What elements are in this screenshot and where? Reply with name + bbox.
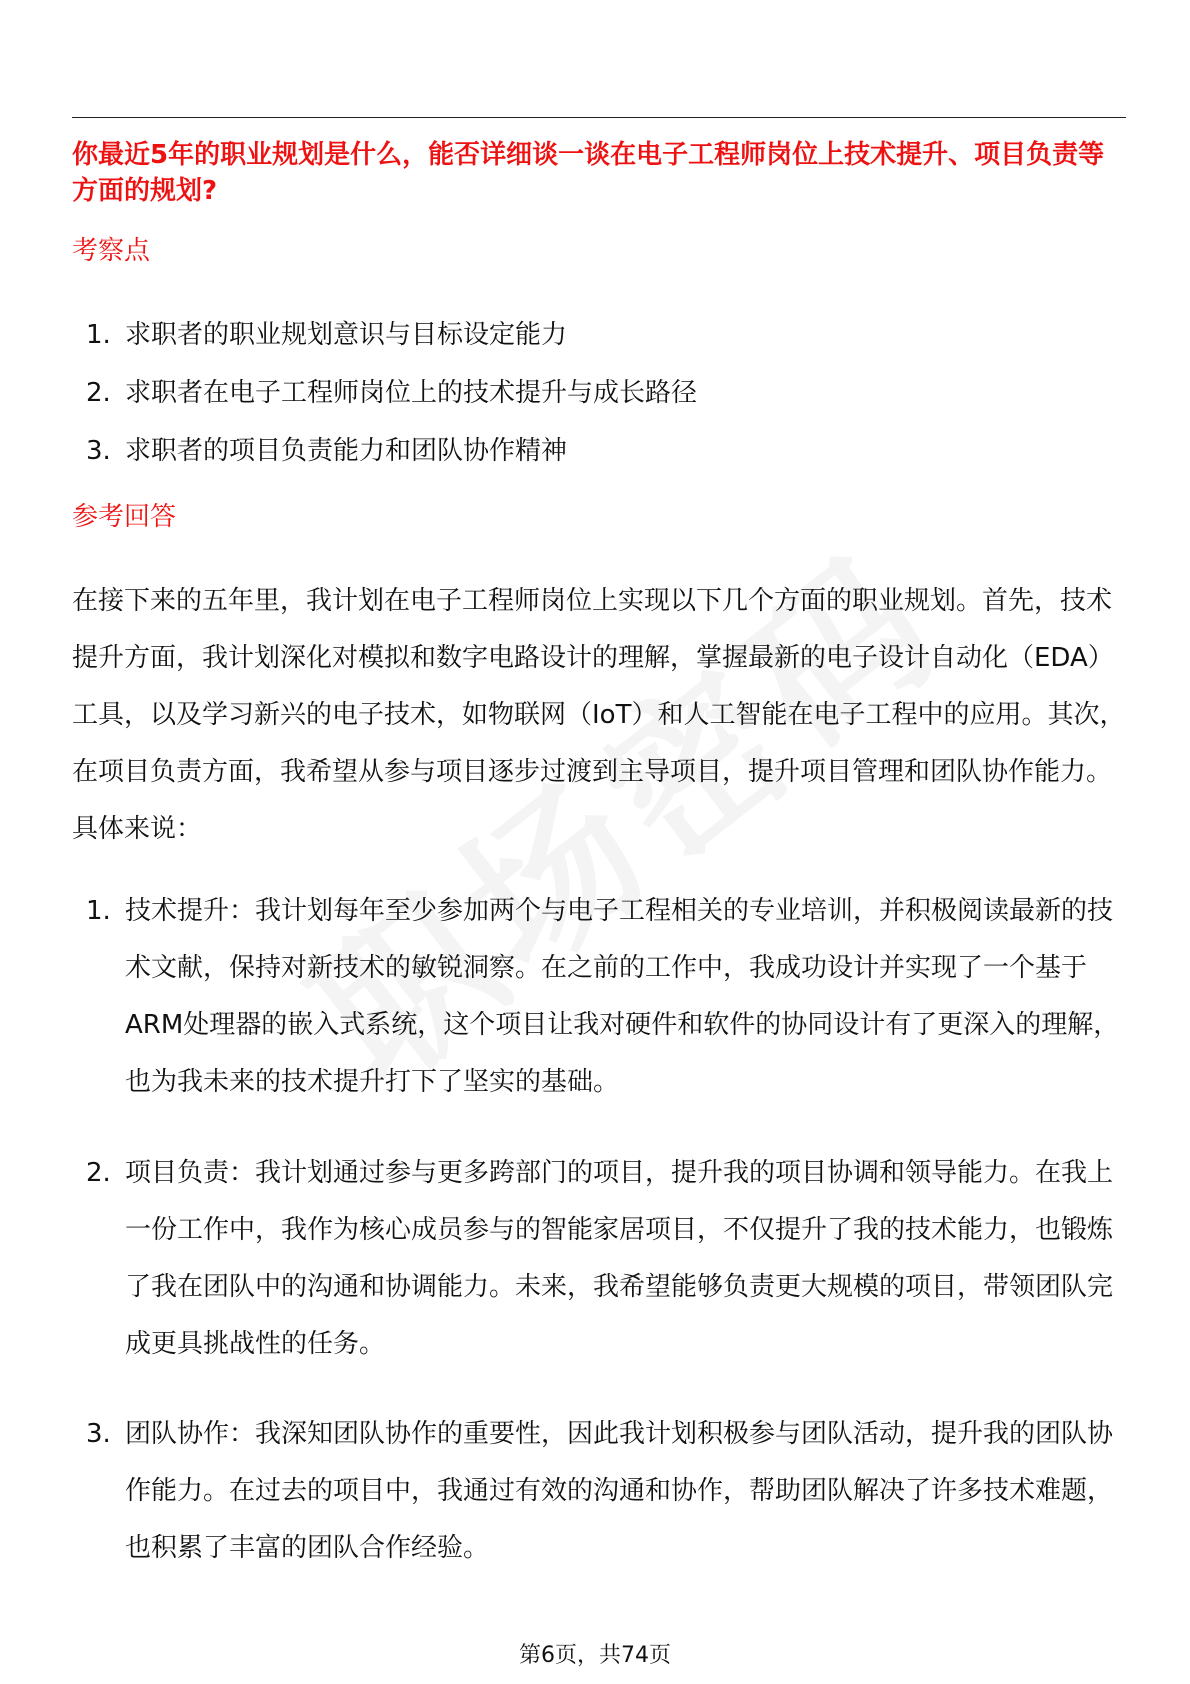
list-item <box>72 422 1126 480</box>
answer-detail-item <box>72 1145 1126 1373</box>
list-number: 2. <box>86 1158 111 1188</box>
list-number: 3. <box>86 1419 111 1449</box>
list-number: 2. <box>86 378 111 408</box>
list-item <box>72 364 1126 422</box>
answer-heading: 参考回答 <box>72 502 177 532</box>
assessment-heading: 考察点 <box>72 236 151 266</box>
list-number: 3. <box>86 436 111 466</box>
list-text: 求职者的项目负责能力和团队协作精神 <box>125 436 568 466</box>
list-text: 求职者在电子工程师岗位上的技术提升与成长路径 <box>125 378 698 408</box>
answer-detail-item <box>72 883 1126 1111</box>
list-number: 1. <box>86 896 111 926</box>
question-title: 你最近5年的职业规划是什么，能否详细谈一谈在电子工程师岗位上技术提升、项目负责等方面的规划? <box>72 140 1105 206</box>
list-number: 1. <box>86 320 111 350</box>
list-item <box>72 306 1126 364</box>
detail-text: 团队协作：我深知团队协作的重要性，因此我计划积极参与团队活动，提升我的团队协作能力。在过去的项目中，我通过有效的沟通和协作，帮助团队解决了许多技术难题，也积累了丰富的团队合作经验。 <box>125 1419 1114 1563</box>
answer-intro: 在接下来的五年里，我计划在电子工程师岗位上实现以下几个方面的职业规划。首先，技术提升方面，我计划深化对模拟和数字电路设计的理解，掌握最新的电子设计自动化（EDA）工具，以及学习新兴的电子技术，如物联网（IoT）和人工智能在电子工程中的应用。其次，在项目负责方面，我希望从参与项目逐步过渡到主导项目，提升项目管理和团队协作能力。具体来说： <box>72 586 1126 844</box>
detail-text: 项目负责：我计划通过参与更多跨部门的项目，提升我的项目协调和领导能力。在我上一份工作中，我作为核心成员参与的智能家居项目，不仅提升了我的技术能力，也锻炼了我在团队中的沟通和协调能力。未来，我希望能够负责更大规模的项目，带领团队完成更具挑战性的任务。 <box>125 1158 1114 1359</box>
page-number: 第6页，共74页 <box>519 1643 671 1668</box>
answer-detail-item <box>72 1406 1126 1577</box>
top-divider <box>72 117 1126 118</box>
detail-text: 技术提升：我计划每年至少参加两个与电子工程相关的专业培训，并积极阅读最新的技术文献，保持对新技术的敏锐洞察。在之前的工作中，我成功设计并实现了一个基于ARM处理器的嵌入式系统，这个项目让我对硬件和软件的协同设计有了更深入的理解，也为我未来的技术提升打下了坚实的基础。 <box>125 896 1120 1097</box>
list-text: 求职者的职业规划意识与目标设定能力 <box>125 320 568 350</box>
assessment-list <box>72 306 1126 480</box>
